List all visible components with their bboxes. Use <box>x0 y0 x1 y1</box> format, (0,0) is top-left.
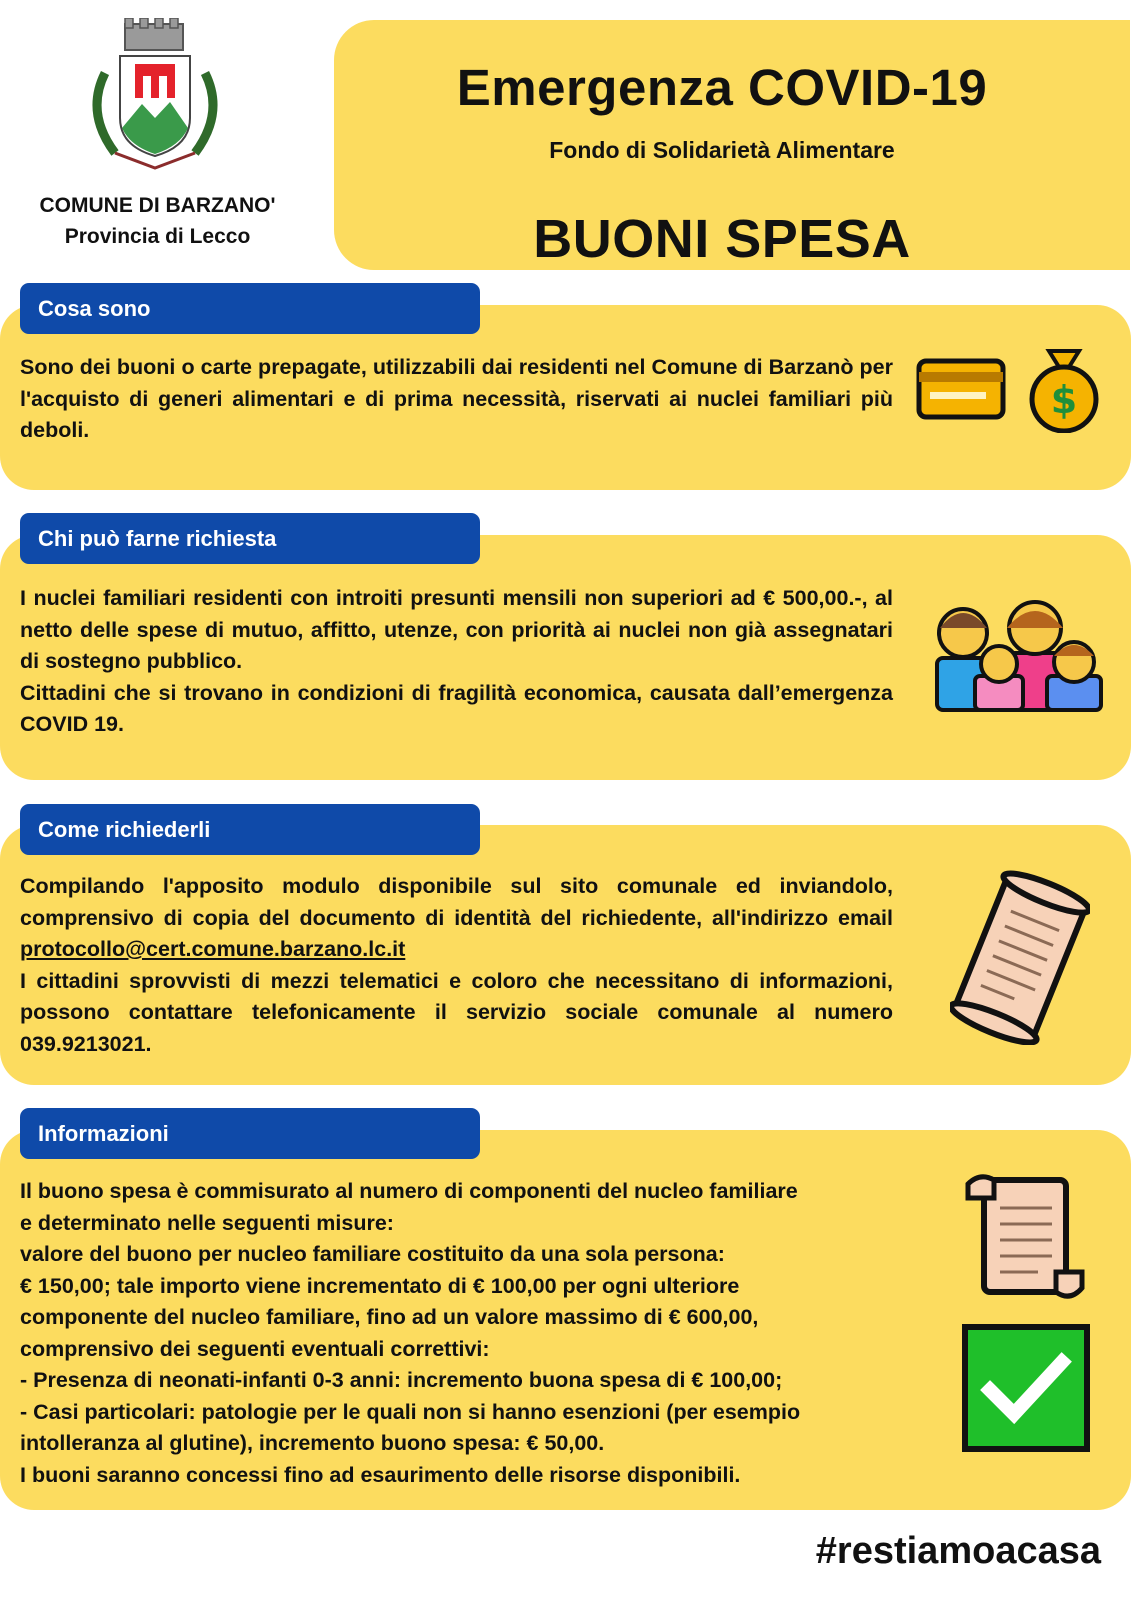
paragraph: Cittadini che si trovano in condizioni di fragilità economica, causata dall’emergenza COVID 19. <box>20 680 893 736</box>
svg-text:$: $ <box>1050 378 1078 422</box>
paragraph <box>20 871 893 966</box>
scroll-icon <box>950 870 1090 1045</box>
text-line: I buoni saranno concessi fino ad esaurimento delle risorse disponibili. <box>20 1462 741 1487</box>
paragraph: Sono dei buoni o carte prepagate, utilizzabili dai residenti nel Comune di Barzanò per l'acquisto di generi alimentari e di prima necessità, riservati ai nuclei familiari più deboli. <box>20 355 893 442</box>
text-line: - Presenza di neonati-infanti 0-3 anni: incremento buona spesa di € 100,00; <box>20 1368 783 1392</box>
text-line: componente del nucleo familiare, fino ad un valore massimo di € 600,00, <box>20 1305 759 1329</box>
page-scroll-icon <box>960 1170 1090 1300</box>
municipal-crest-logo <box>80 18 230 183</box>
text-line: intolleranza al glutine), incremento buono spesa: € 50,00. <box>20 1431 605 1455</box>
family-icon <box>935 598 1105 713</box>
text-line: - Casi particolari: patologie per le quali non si hanno esenzioni (per esempio <box>20 1399 801 1424</box>
section-text-chi-puo <box>20 583 893 741</box>
comune-name: COMUNE DI BARZANO' <box>39 194 276 217</box>
section-tab-informazioni: Informazioni <box>20 1108 480 1159</box>
title-banner <box>334 20 1130 270</box>
paragraph: I cittadini sprovvisti di mezzi telematici e coloro che necessitano di informazioni, possono contattare telefonicamente il servizio sociale comunale al numero 039.9213021. <box>20 968 893 1056</box>
money-bag-icon <box>1025 343 1103 433</box>
text-line: Il buono spesa è commisurato al numero di componenti del nucleo familiare <box>20 1179 798 1203</box>
text-line: € 150,00; tale importo viene incrementato di € 100,00 per ogni ulteriore <box>20 1273 740 1298</box>
paragraph: I nuclei familiari residenti con introiti presunti mensili non superiori ad € 500,00.-, al netto delle spese di mutuo, affitto, utenze, con priorità ai nuclei non già assegnatari di sostegno pubblico. <box>20 586 893 673</box>
section-text-informazioni <box>20 1176 893 1491</box>
check-mark-icon <box>962 1324 1090 1452</box>
section-text-come-richiederli <box>20 871 893 1060</box>
page-subtitle: Fondo di Solidarietà Alimentare <box>549 137 895 163</box>
text-before-email: Compilando l'apposito modulo disponibile sul sito comunale ed inviandolo, comprensivo di copia del documento di identità del richiedente, all'indirizzo email <box>20 874 893 930</box>
text-line: valore del buono per nucleo familiare costituito da una sola persona: <box>20 1242 725 1266</box>
section-tab-come-richiederli: Come richiederli <box>20 804 480 855</box>
section-text-cosa-sono <box>20 352 893 447</box>
page-headline: BUONI SPESA <box>533 209 911 269</box>
page-title: Emergenza COVID-19 <box>456 59 988 116</box>
provincia-name: Provincia di Lecco <box>64 225 251 248</box>
text-line: comprensivo dei seguenti eventuali correttivi: <box>20 1336 490 1361</box>
credit-card-icon <box>916 358 1006 420</box>
hashtag: #restiamoacasa <box>815 1530 1101 1572</box>
text-line: e determinato nelle seguenti misure: <box>20 1210 394 1235</box>
section-tab-cosa-sono: Cosa sono <box>20 283 480 334</box>
section-tab-chi-puo: Chi può farne richiesta <box>20 513 480 564</box>
comune-heading <box>10 190 305 252</box>
email-link[interactable]: protocollo@cert.comune.barzano.lc.it <box>20 937 406 961</box>
